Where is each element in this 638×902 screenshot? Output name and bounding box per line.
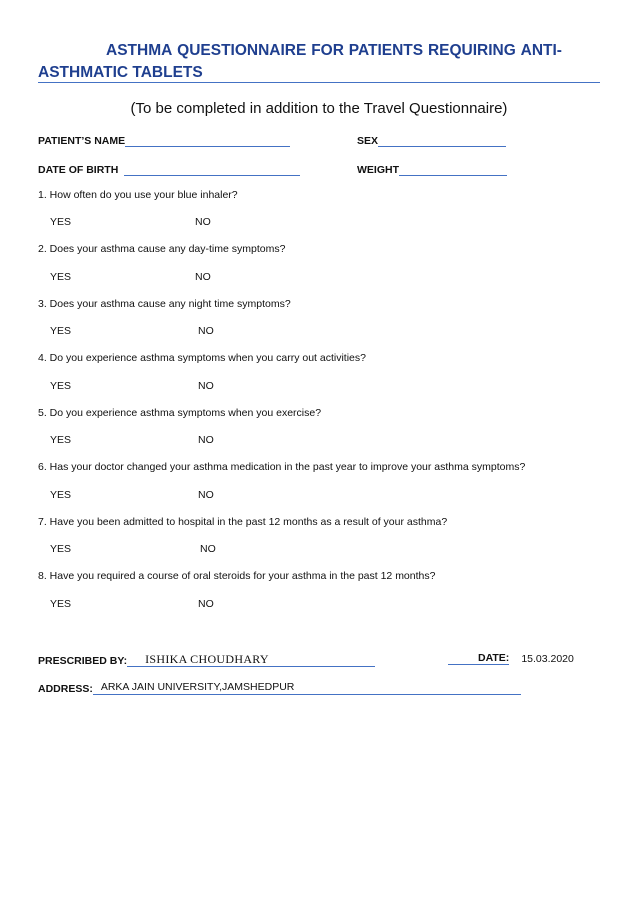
- question-6: 6. Has your doctor changed your asthma medication in the past year to improve your asthma symptoms?: [38, 461, 526, 473]
- dob-line[interactable]: [124, 162, 300, 176]
- no-option[interactable]: NO: [198, 434, 214, 446]
- sex-field[interactable]: [357, 133, 506, 147]
- yes-option[interactable]: YES: [50, 543, 72, 555]
- yes-option[interactable]: YES: [50, 434, 72, 446]
- prescribed-by-label: PRESCRIBED BY:: [38, 655, 128, 667]
- no-option[interactable]: NO: [195, 216, 211, 228]
- question-2: 2. Does your asthma cause any day-time symptoms?: [38, 243, 286, 255]
- address-field[interactable]: [38, 681, 521, 695]
- yes-option[interactable]: YES: [50, 325, 72, 337]
- question-1: 1. How often do you use your blue inhaler?: [38, 189, 238, 201]
- weight-label: WEIGHT: [357, 164, 399, 176]
- title-word: ASTHMA: [106, 42, 173, 59]
- yes-option[interactable]: YES: [50, 271, 72, 283]
- no-option[interactable]: NO: [198, 489, 214, 501]
- title-word: ANTI-: [520, 42, 562, 59]
- address-value[interactable]: ARKA JAIN UNIVERSITY,JAMSHEDPUR: [93, 681, 521, 695]
- title-word: PATIENTS: [348, 42, 424, 59]
- patient-name-label: PATIENT’S NAME: [38, 135, 126, 147]
- no-option[interactable]: NO: [200, 543, 216, 555]
- question-5: 5. Do you experience asthma symptoms when you exercise?: [38, 407, 322, 419]
- title-line-1: [38, 40, 562, 62]
- yes-option[interactable]: YES: [50, 489, 72, 501]
- date-pre-line: [448, 652, 478, 665]
- title-word: REQUIRING: [427, 42, 516, 59]
- question-8: 8. Have you required a course of oral steroids for your asthma in the past 12 months?: [38, 570, 436, 582]
- subtitle: (To be completed in addition to the Travel Questionnaire): [130, 100, 508, 117]
- yes-option[interactable]: YES: [50, 380, 72, 392]
- sex-line[interactable]: [378, 133, 506, 147]
- question-7: 7. Have you been admitted to hospital in the past 12 months as a result of your asthma?: [38, 516, 448, 528]
- prescribed-by-value[interactable]: ISHIKA CHOUDHARY: [127, 652, 375, 667]
- prescribed-by-field[interactable]: [38, 652, 375, 667]
- question-3: 3. Does your asthma cause any night time symptoms?: [38, 298, 291, 310]
- patient-name-line[interactable]: [125, 133, 290, 147]
- dob-label: DATE OF BIRTH: [38, 164, 119, 176]
- sex-label: SEX: [357, 135, 379, 147]
- title-line-2: ASTHMATIC TABLETS: [38, 64, 203, 81]
- question-4: 4. Do you experience asthma symptoms when you carry out activities?: [38, 352, 366, 364]
- address-label: ADDRESS:: [38, 683, 93, 695]
- weight-line[interactable]: [399, 162, 507, 176]
- weight-field[interactable]: [357, 162, 507, 176]
- no-option[interactable]: NO: [198, 598, 214, 610]
- yes-option[interactable]: YES: [50, 216, 72, 228]
- title-divider: [38, 82, 600, 83]
- document-title: [38, 40, 562, 84]
- date-value[interactable]: 15.03.2020: [521, 653, 574, 665]
- title-word: QUESTIONNAIRE: [177, 42, 307, 59]
- title-word: FOR: [311, 42, 344, 59]
- date-field[interactable]: [448, 652, 574, 665]
- dob-field[interactable]: [38, 162, 300, 176]
- date-label: DATE:: [478, 652, 510, 664]
- no-option[interactable]: NO: [195, 271, 211, 283]
- patient-name-field[interactable]: [38, 133, 290, 147]
- no-option[interactable]: NO: [198, 380, 214, 392]
- no-option[interactable]: NO: [198, 325, 214, 337]
- yes-option[interactable]: YES: [50, 598, 72, 610]
